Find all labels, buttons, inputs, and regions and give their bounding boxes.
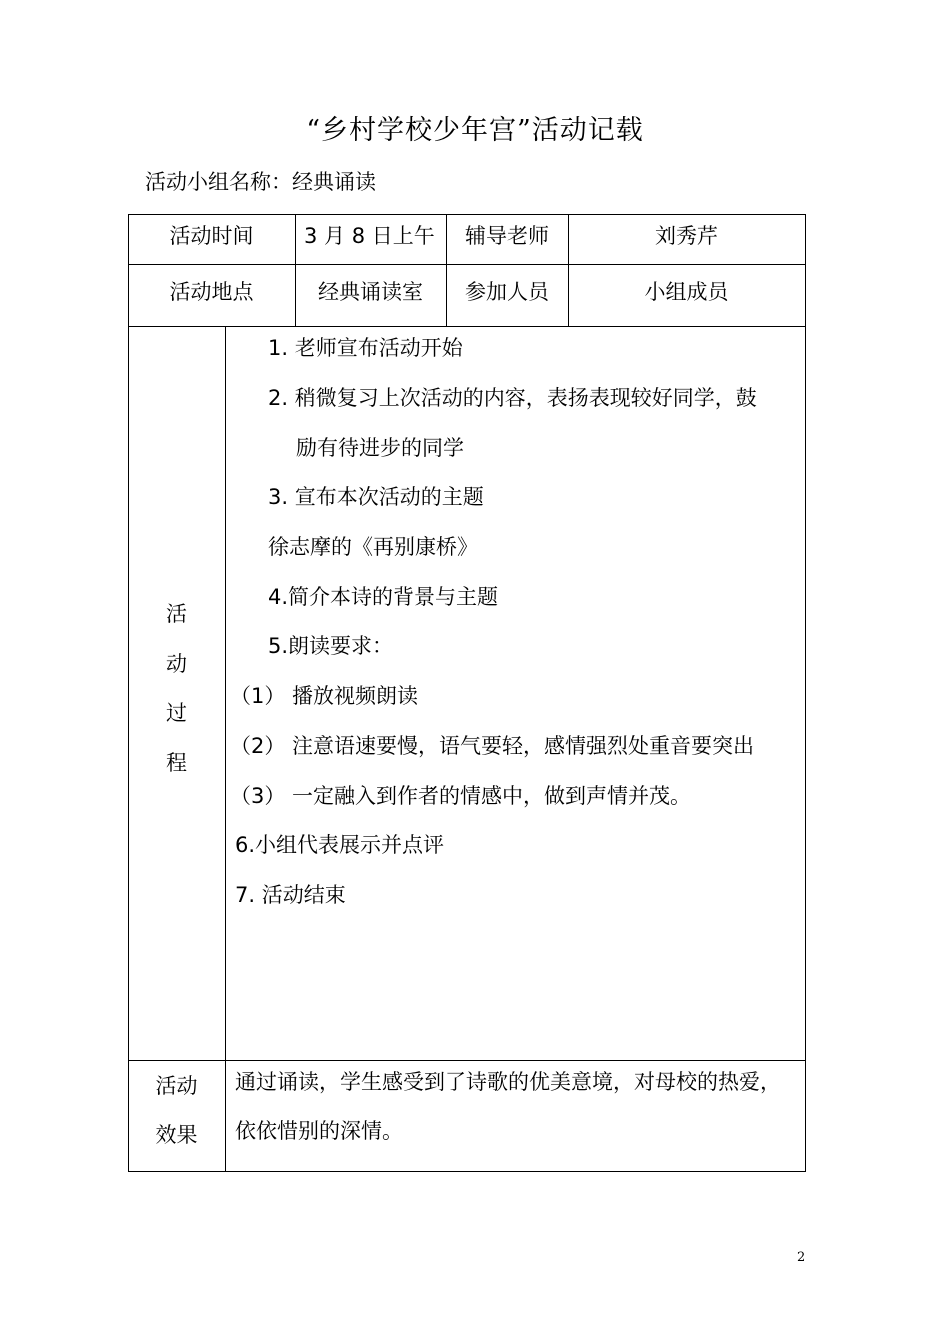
table-border-row3	[128, 1060, 806, 1061]
process-step: 1. 老师宣布活动开始	[268, 336, 463, 360]
process-step: 4.简介本诗的背景与主题	[268, 585, 499, 609]
place-value: 经典诵读室	[318, 280, 423, 304]
process-step: （2） 注意语速要慢，语气要轻，感情强烈处重音要突出	[230, 734, 755, 758]
process-step: 5.朗读要求：	[268, 634, 394, 658]
group-name-line: 活动小组名称：经典诵读	[145, 170, 376, 194]
table-border-right	[805, 214, 806, 1172]
process-label-char: 活	[166, 602, 187, 626]
effect-label-line: 效果	[155, 1123, 198, 1147]
process-step: 励有待进步的同学	[296, 436, 464, 460]
teacher-label: 辅导老师	[465, 224, 549, 248]
time-label: 活动时间	[169, 224, 254, 248]
process-step: （3） 一定融入到作者的情感中，做到声情并茂。	[230, 784, 692, 808]
table-border-bottom	[128, 1171, 806, 1172]
teacher-value: 刘秀芹	[655, 224, 718, 248]
process-step: 2. 稍微复习上次活动的内容，表扬表现较好同学，鼓	[268, 386, 757, 410]
time-value: 3 月 8 日上午	[304, 224, 435, 248]
page-title: “乡村学校少年宫”活动记载	[306, 115, 644, 146]
table-border-row2	[128, 326, 806, 327]
effect-text: 依依惜别的深情。	[235, 1119, 403, 1143]
process-label-char: 动	[166, 652, 187, 676]
place-label: 活动地点	[169, 280, 254, 304]
page-number: 2	[797, 1250, 806, 1265]
people-value: 小组成员	[644, 280, 729, 304]
table-border-col1	[295, 214, 296, 327]
process-step: 徐志摩的《再别康桥》	[268, 535, 478, 559]
process-step: 3. 宣布本次活动的主题	[268, 485, 484, 509]
table-border-top	[128, 214, 806, 215]
process-step: （1） 播放视频朗读	[230, 684, 419, 708]
table-border-label-col	[225, 326, 226, 1172]
people-label: 参加人员	[465, 280, 549, 304]
table-border-row1	[128, 264, 806, 265]
activity-record-table	[128, 214, 806, 1172]
process-step: 6.小组代表展示并点评	[235, 833, 445, 857]
process-label-char: 过	[166, 701, 187, 725]
table-border-left	[128, 214, 129, 1172]
process-step: 7. 活动结束	[235, 883, 346, 907]
effect-text: 通过诵读，学生感受到了诗歌的优美意境，对母校的热爱，	[235, 1070, 781, 1094]
effect-label-line: 活动	[155, 1074, 198, 1098]
process-label-char: 程	[166, 751, 187, 775]
